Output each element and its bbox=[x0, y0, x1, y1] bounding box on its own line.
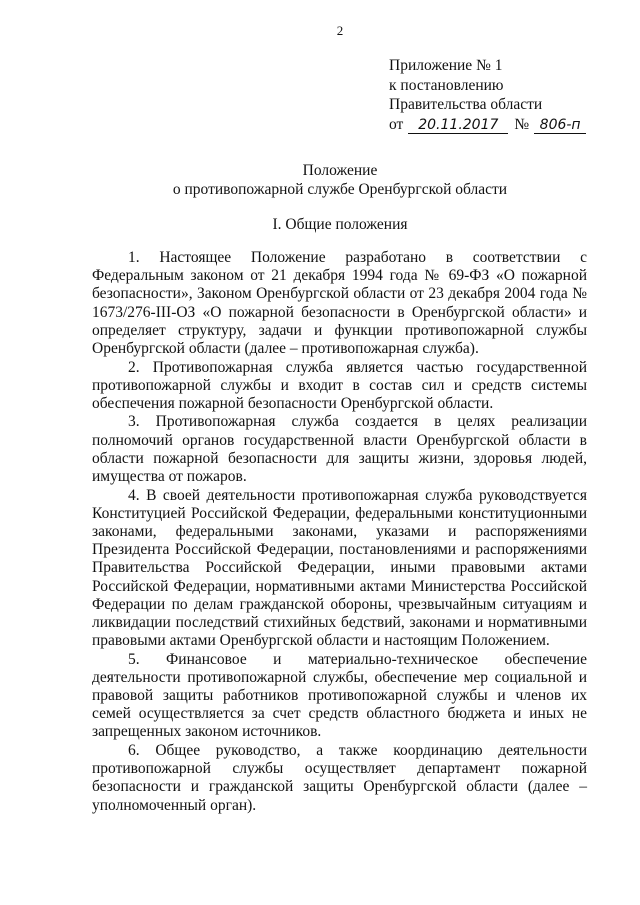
page-number: 2 bbox=[336, 23, 344, 38]
appendix-date-row bbox=[389, 115, 586, 135]
date-prefix: от bbox=[389, 115, 404, 133]
appendix-block bbox=[389, 56, 586, 134]
document-subtitle: о противопожарной службе Оренбургской области bbox=[172, 181, 508, 198]
document-title: Положение bbox=[302, 162, 378, 179]
handwritten-number: 806-п bbox=[534, 118, 586, 134]
document-body bbox=[92, 249, 587, 815]
section-heading: I. Общие положения bbox=[272, 216, 408, 233]
paragraph-5: 5. Финансовое и материально-техническое обеспечение деятельности противопожарной службы, обеспечение мер социальной и правовой защиты работников противопожарной службы и членов их семей осуществляется за счет средств областного бюджета и иных не запрещенных законом источников. bbox=[92, 650, 587, 741]
paragraph-4: 4. В своей деятельности противопожарная служба руководствуется Конституцией Российской Федерации, федеральными конституционными законами, федеральными законами, указами и распоряжениями Президента Российской Федерации, постановлениями и распоряжениями Правительства Российской Федерации, иными правовыми актами Российской Федерации, нормативными актами Министерства Российской Федерации по делам гражданской обороны, чрезвычайным ситуациям и ликвидации последствий стихийных бедствий, законами и нормативными правовыми актами Оренбургской области и настоящим Положением. bbox=[92, 486, 587, 650]
number-sign: № bbox=[514, 115, 530, 133]
paragraph-2: 2. Противопожарная служба является частью государственной противопожарной службы и входит в состав сил и средств системы обеспечения пожарной безопасности Оренбургской области. bbox=[92, 358, 587, 412]
appendix-line-3: Правительства области bbox=[389, 96, 543, 113]
paragraph-6: 6. Общее руководство, а также координацию деятельности противопожарной службы осуществляет департамент пожарной безопасности и гражданской защиты Оренбургской области (далее – уполномоченный орган). bbox=[92, 741, 587, 814]
appendix-line-2: к постановлению bbox=[389, 76, 504, 94]
handwritten-date: 20.11.2017 bbox=[408, 118, 508, 134]
appendix-line-1: Приложение № 1 bbox=[389, 57, 503, 74]
paragraph-3: 3. Противопожарная служба создается в целях реализации полномочий органов государственной власти Оренбургской области в области пожарной безопасности для защиты жизни, здоровья людей, имущества от пожаров. bbox=[92, 413, 587, 486]
paragraph-1: 1. Настоящее Положение разработано в соответствии с Федеральным законом от 21 декабря 1994 года № 69-ФЗ «О пожарной безопасности», Законом Оренбургской области от 23 декабря 2004 года № 1673/276-III-ОЗ «О пожарной безопасности в Оренбургской области» и определяет структуру, задачи и функции противопожарной службы Оренбургской области (далее – противопожарная служба). bbox=[92, 249, 587, 358]
